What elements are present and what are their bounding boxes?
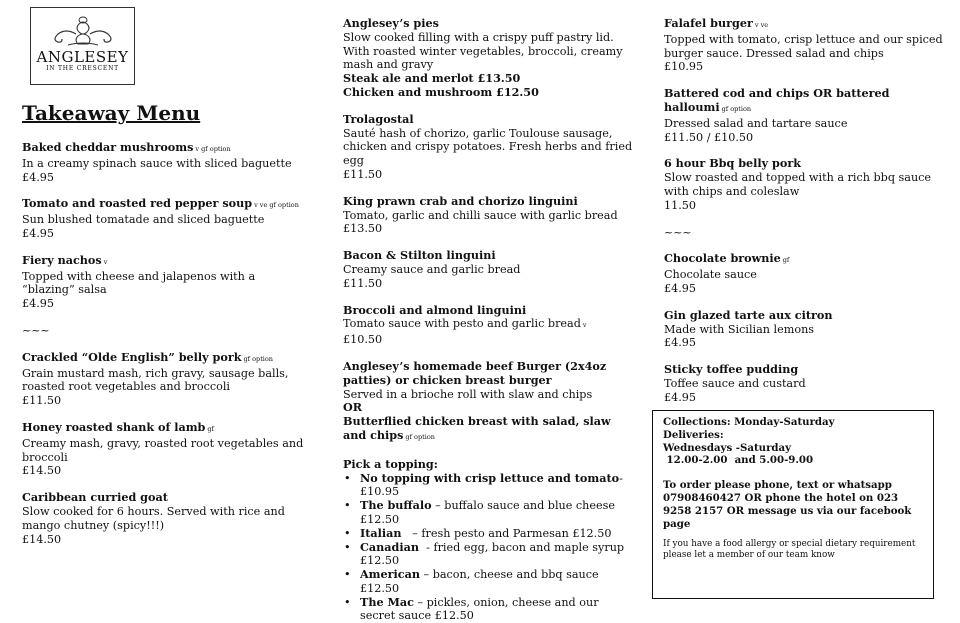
item-heading [664,17,944,33]
logo-brand-text: ANGLESEY [36,48,129,66]
item-description: Tomato, garlic and chilli sauce with garlic bread [343,208,618,222]
dietary-tag: v [103,257,108,266]
item-description: Slow cooked for 6 hours. Served with rice and mango chutney (spicy!!!) [22,504,285,532]
item-name: Gin glazed tarte aux citron [664,307,833,322]
item-name: Honey roasted shank of lamb [22,419,206,434]
item-price: £4.95 [664,281,697,295]
dietary-tag: gf [207,424,214,433]
menu-item [22,351,307,408]
hotel-logo [30,7,135,85]
topping-option [360,527,633,541]
menu-item [343,195,633,236]
menu-item [22,197,307,240]
item-description: Dressed salad and tartare sauce [664,116,848,130]
topping-name: Canadian [360,539,419,554]
topping-description: - £10.95 [360,471,627,499]
item-description-line [664,171,944,199]
topping-name: The buffalo [360,498,432,513]
item-heading [22,141,307,157]
item-name: King prawn crab and chorizo linguini [343,193,578,208]
item-heading [22,351,307,367]
menu-item [22,491,307,546]
item-heading [664,309,944,323]
item-description-line [22,505,307,533]
topping-option [360,568,633,596]
section-separator: ~~~ [664,225,692,239]
item-description-line [664,377,944,391]
item-heading [343,195,633,209]
topping-option [360,499,633,527]
topping-name: No topping with crisp lettuce and tomato [360,470,620,485]
crest-emblem-icon [48,14,118,48]
pie-option: Chicken and mushroom £12.50 [343,84,539,99]
menu-item [664,87,944,144]
item-price: £10.50 [343,333,383,347]
item-description-line [664,117,944,131]
item-name: Tomato and roasted red pepper soup [22,196,253,211]
item-description: Creamy sauce and garlic bread [343,262,521,276]
item-description-line [22,157,307,171]
menu-item [664,17,944,74]
item-description-line [22,213,307,227]
item-description-line [343,127,633,168]
allergy-note: If you have a food allergy or special dietary requirement please let a member of our team know [663,539,916,561]
item-description-line [343,263,633,277]
menu-column-right [664,17,944,418]
topping-description: – fresh pesto and Parmesan £12.50 [401,526,612,540]
topping-description: – bacon, cheese and bbq sauce £12.50 [360,568,603,595]
item-heading [664,87,944,117]
topping-option [360,541,633,569]
dietary-tag: v ve [754,21,769,29]
topping-option [360,472,633,500]
menu-column-left [22,141,307,559]
item-description-line [22,270,307,298]
item-name: Baked cheddar mushrooms [22,140,194,154]
item-description: Served in a brioche roll with slaw and chips [343,387,593,401]
item-heading [22,421,307,437]
item-description: Tomato sauce with pesto and garlic bread [343,317,581,331]
toppings-title: Pick a topping: [343,456,438,471]
menu-item [664,252,944,295]
deliveries-text: Deliveries: [663,428,724,441]
item-description: Toffee sauce and custard [664,376,806,390]
menu-item [343,113,633,182]
dietary-tag: gf option [721,104,752,113]
item-price: £4.95 [664,390,697,404]
topping-description: - fried egg, bacon and maple syrup £12.50 [360,540,628,568]
item-price: £4.95 [22,297,55,311]
item-price: £4.95 [22,170,55,184]
or-label: OR [343,400,363,415]
item-description: Topped with tomato, crisp lettuce and our spiced burger sauce. Dressed salad and chips [664,32,943,60]
topping-name: Italian [360,525,402,540]
order-info: To order please phone, text or whatsapp 07908460427 OR phone the hotel on 023 9258 2157 OR message us via our facebook page [663,479,912,530]
topping-description: – pickles, onion, cheese and our secret sauce £12.50 [360,595,603,623]
item-heading [343,113,633,127]
item-description: Sun blushed tomatade and sliced baguette [22,213,265,227]
dietary-tag: v gf option [195,145,231,153]
menu-item [664,157,944,212]
item-name: Sticky toffee pudding [664,362,799,377]
item-description-line [664,323,944,337]
menu-item [343,304,633,347]
topping-name: The Mac [360,594,414,609]
collections-text: Collections: Monday-Saturday [663,416,835,428]
item-name: 6 hour Bbq belly pork [664,156,801,171]
item-description-line [22,437,307,465]
item-price: £14.50 [22,532,62,546]
item-name: Butterflied chicken breast with salad, slaw and chips [343,414,611,442]
menu-item [22,141,307,184]
topping-name: American [360,567,420,582]
item-price: £11.50 [343,167,383,181]
item-name: Anglesey’s homemade beef Burger (2x4oz patties) or chicken breast burger [343,358,607,387]
item-name: Fiery nachos [22,252,102,267]
item-description: Creamy mash, gravy, roasted root vegetables and broccoli [22,436,304,464]
item-name: Chocolate brownie [664,251,781,266]
item-description-line [664,33,944,61]
menu-column-middle [343,17,633,623]
toppings-list [343,472,633,623]
item-price: £11.50 [22,394,62,408]
item-name: Broccoli and almond linguini [343,302,527,317]
item-name: Falafel burger [664,16,753,30]
item-description: Grain mustard mash, rich gravy, sausage balls, roasted root vegetables and broccoli [22,366,289,394]
dietary-tag: gf [782,256,790,265]
item-price: £14.50 [22,464,62,478]
item-heading [664,363,944,377]
item-heading [22,254,307,270]
item-price: £13.50 [343,222,383,236]
item-heading [343,304,633,318]
menu-title: Takeaway Menu [22,101,201,125]
item-description: In a creamy spinach sauce with sliced baguette [22,156,292,170]
item-price: £4.95 [22,226,55,240]
menu-item [22,421,307,478]
item-description: Chocolate sauce [664,268,757,282]
menu-item [664,363,944,404]
item-name: Caribbean curried goat [22,490,168,505]
item-description-line [664,268,944,282]
item-description-line [343,209,633,223]
item-description: Slow cooked filling with a crispy puff pastry lid. With roasted winter vegetables, broccoli, creamy mash and gravy [343,30,623,72]
section-separator: ~~~ [22,323,50,337]
pie-option: Steak ale and merlot £13.50 [343,71,521,86]
menu-item [22,254,307,311]
info-box [652,410,934,599]
item-heading [22,491,307,505]
dietary-tag: gf option [243,354,273,363]
item-heading [343,249,633,263]
item-heading [22,197,307,213]
item-price: 11.50 [664,198,697,212]
menu-item-burger [343,360,633,445]
item-heading [664,252,944,268]
item-description: Slow roasted and topped with a rich bbq sauce with chips and coleslaw [664,171,932,198]
item-name: Crackled “Olde English” belly pork [22,349,242,364]
logo-subtitle: IN THE CRESCENT [46,65,119,72]
item-description-line [343,317,633,333]
dietary-tag: gf option [405,432,435,441]
item-price: £4.95 [664,336,697,350]
topping-description: – buffalo sauce and blue cheese £12.50 [360,499,619,526]
toppings-section [343,458,633,623]
item-description: Made with Sicilian lemons [664,322,815,336]
item-name: Battered cod and chips OR battered halloumi [664,86,890,114]
item-name: Bacon & Stilton linguini [343,248,496,263]
item-description: Topped with cheese and jalapenos with a “blazing” salsa [22,269,256,297]
opening-hours: 12.00-2.00 and 5.00-9.00 [663,454,814,467]
item-price: £11.50 [343,276,383,290]
item-name: Anglesey’s pies [343,16,439,30]
delivery-days: Wednesdays -Saturday [663,441,792,454]
dietary-tag: v ve gf option [254,201,299,210]
item-price: £10.95 [664,60,704,74]
item-description: Sauté hash of chorizo, garlic Toulouse sausage, chicken and crispy potatoes. Fresh herbs and fried egg [343,126,633,168]
item-price: £11.50 / £10.50 [664,130,754,144]
dietary-tag: v [582,321,587,330]
topping-option [360,596,633,623]
item-name: Trolagostal [343,111,414,126]
item-heading [664,157,944,171]
menu-item [664,309,944,350]
menu-item-pies [343,17,633,100]
item-description-line [22,367,307,395]
menu-item [343,249,633,290]
